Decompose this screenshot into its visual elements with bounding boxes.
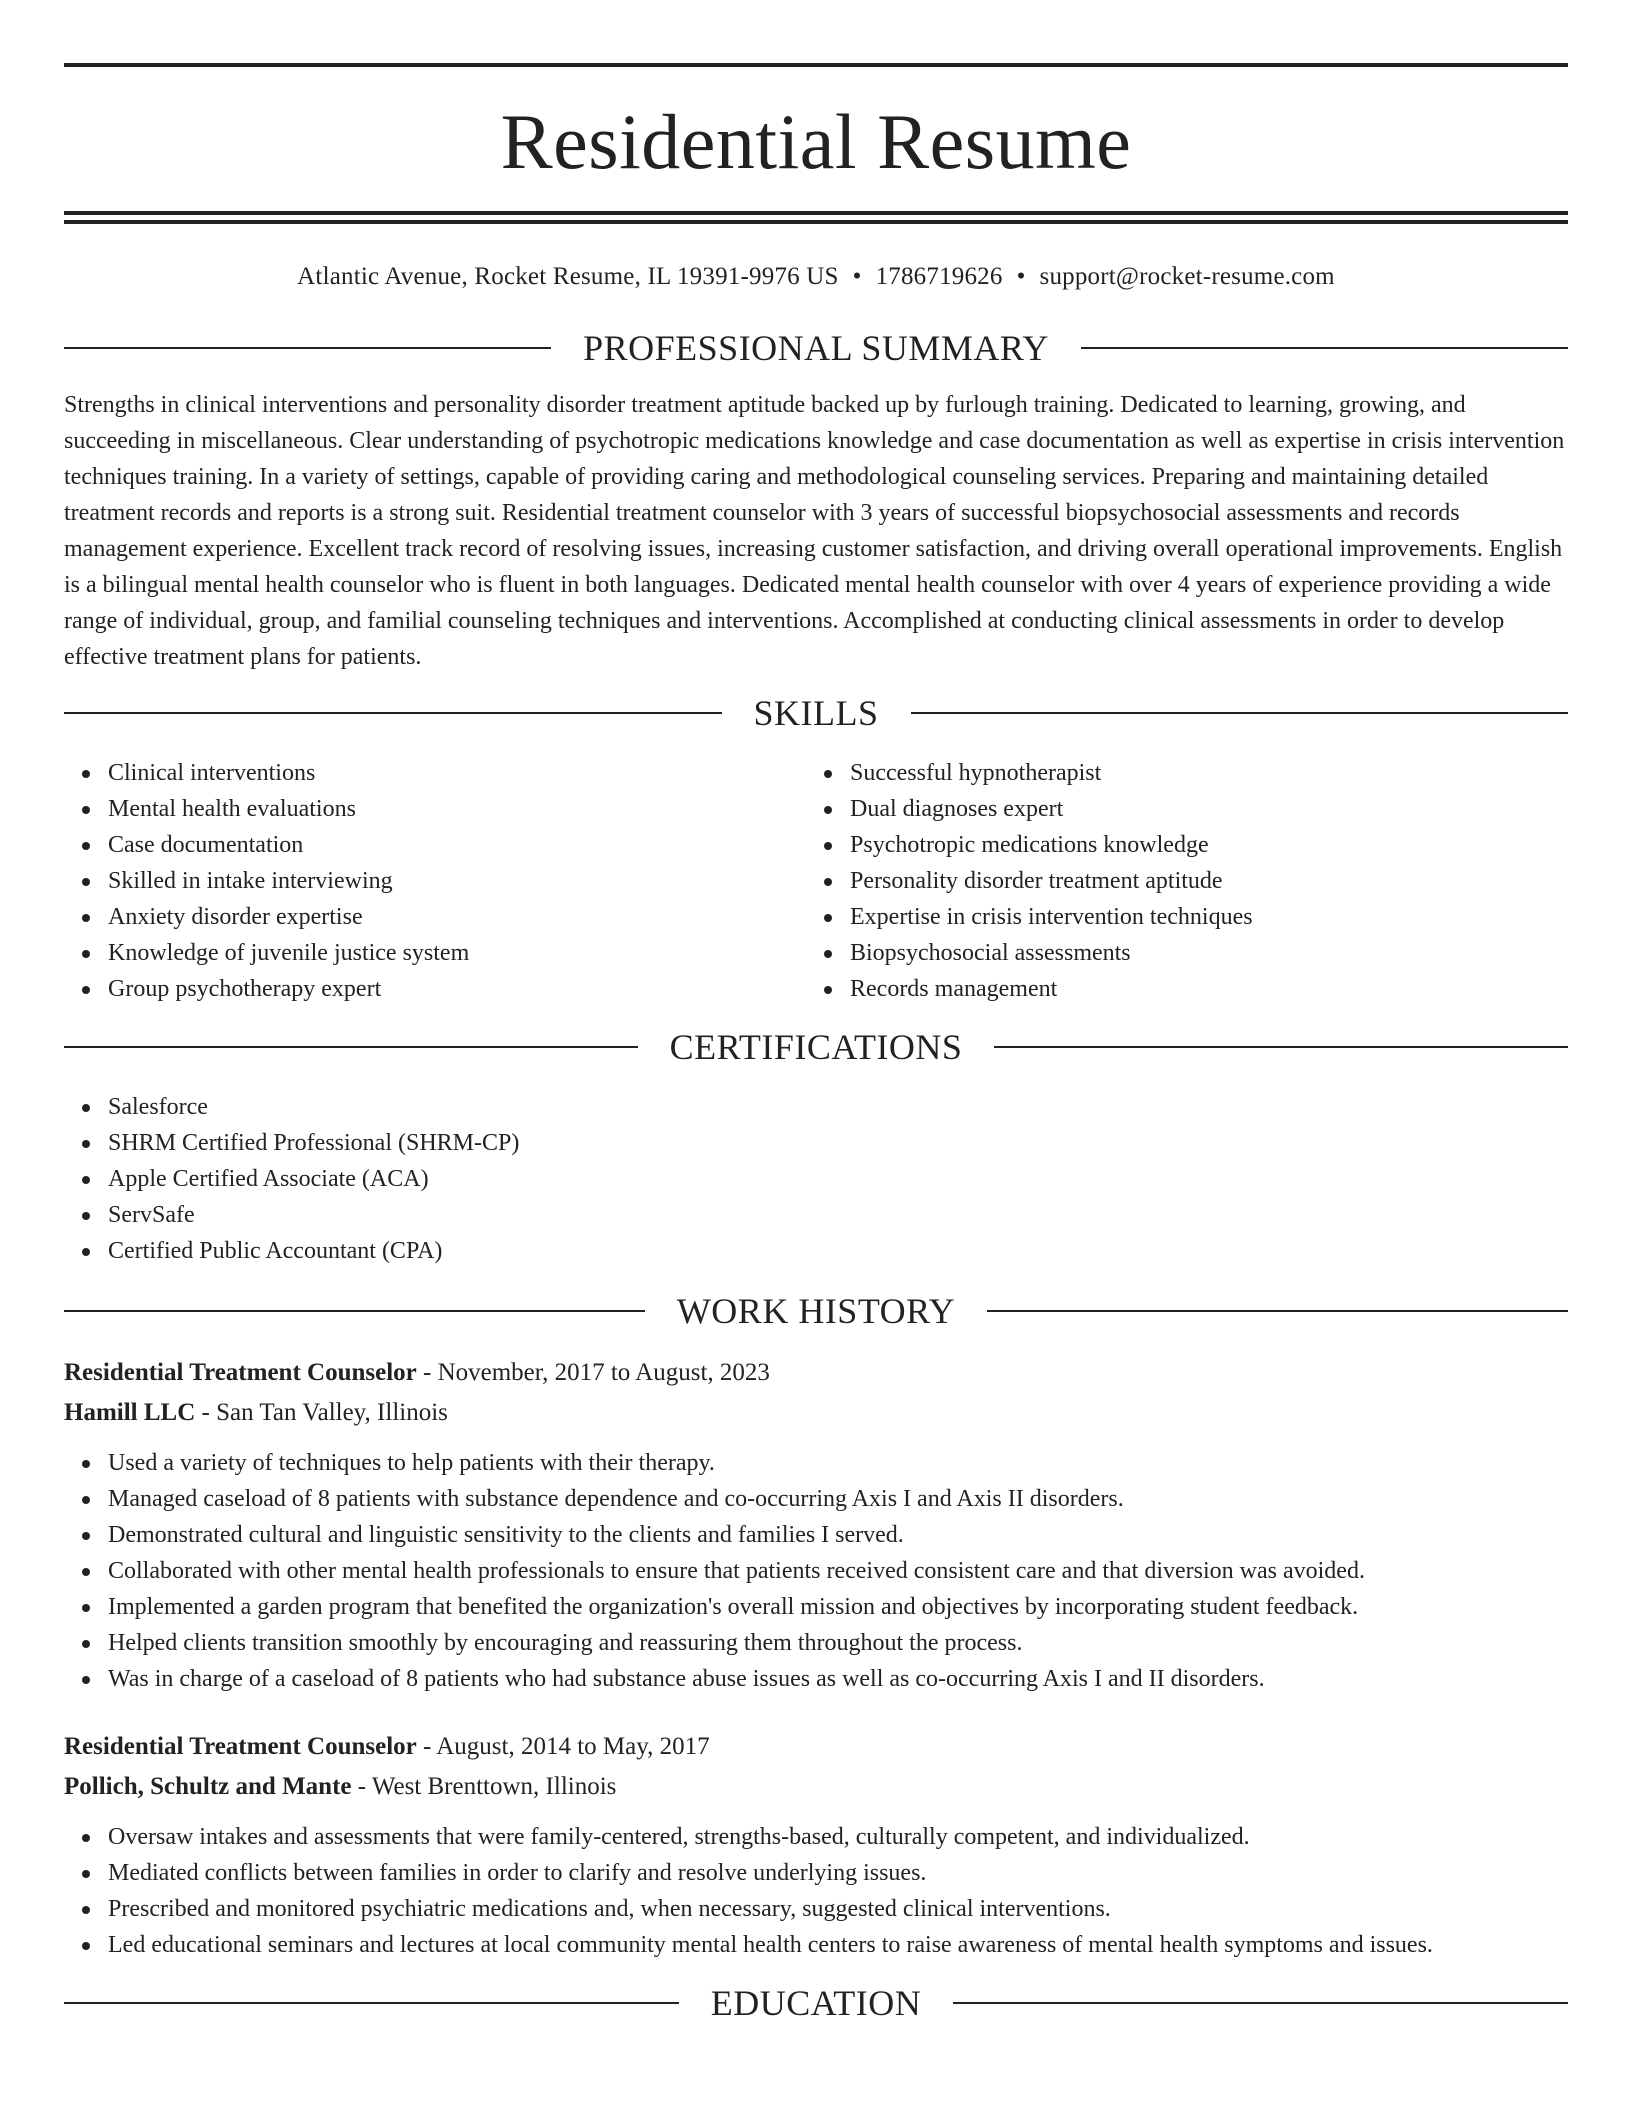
- job-bullet: Collaborated with other mental health professionals to ensure that patients received consistent care and that diversion was avoided.: [108, 1553, 1568, 1589]
- section-rule: [987, 1310, 1568, 1312]
- skill-item: Records management: [850, 971, 1548, 1007]
- job-title: Residential Treatment Counselor: [64, 1733, 417, 1760]
- section-rule: [64, 1046, 638, 1048]
- skills-grid: [64, 755, 1568, 1007]
- job-entry: [64, 1353, 1568, 1697]
- skill-item: Skilled in intake interviewing: [108, 863, 806, 899]
- section-header-summary: [64, 328, 1568, 368]
- skill-item: Dual diagnoses expert: [850, 791, 1548, 827]
- job-bullet: Led educational seminars and lectures at local community mental health centers to raise awareness of mental health symptoms and issues.: [108, 1927, 1568, 1963]
- job-entry: [64, 1727, 1568, 1963]
- job-bullet: Was in charge of a caseload of 8 patients who had substance abuse issues as well as co-occurring Axis I and II disorders.: [108, 1661, 1568, 1697]
- double-rule: [64, 211, 1568, 224]
- contact-email: support@rocket-resume.com: [1039, 263, 1335, 290]
- section-rule: [1081, 347, 1568, 349]
- job-bullet: Demonstrated cultural and linguistic sensitivity to the clients and families I served.: [108, 1517, 1568, 1553]
- job-bullet: Managed caseload of 8 patients with substance dependence and co-occurring Axis I and Axis II disorders.: [108, 1481, 1568, 1517]
- section-header-work-history: [64, 1291, 1568, 1331]
- skill-item: Personality disorder treatment aptitude: [850, 863, 1548, 899]
- certification-item: SHRM Certified Professional (SHRM-CP): [108, 1125, 1568, 1161]
- job-bullet: Mediated conflicts between families in order to clarify and resolve underlying issues.: [108, 1855, 1568, 1891]
- job-bullets: [64, 1445, 1568, 1697]
- skill-item: Knowledge of juvenile justice system: [108, 935, 806, 971]
- job-bullet: Implemented a garden program that benefited the organization's overall mission and objectives by incorporating student feedback.: [108, 1589, 1568, 1625]
- job-title: Residential Treatment Counselor: [64, 1359, 417, 1386]
- section-header-education: [64, 1983, 1568, 2023]
- section-rule: [994, 1046, 1568, 1048]
- job-bullet: Used a variety of techniques to help patients with their therapy.: [108, 1445, 1568, 1481]
- job-location: - West Brenttown, Illinois: [357, 1773, 617, 1800]
- job-dates: - August, 2014 to May, 2017: [423, 1733, 710, 1760]
- contact-separator: •: [852, 263, 862, 290]
- resume-page: [64, 0, 1568, 2023]
- section-rule: [953, 2002, 1568, 2004]
- skill-item: Clinical interventions: [108, 755, 806, 791]
- section-rule: [911, 712, 1569, 714]
- job-bullet: Oversaw intakes and assessments that were family-centered, strengths-based, culturally competent, and individualized.: [108, 1819, 1568, 1855]
- section-title: PROFESSIONAL SUMMARY: [583, 328, 1049, 368]
- top-rule: [64, 63, 1568, 67]
- job-dates: - November, 2017 to August, 2023: [423, 1359, 770, 1386]
- certification-item: Apple Certified Associate (ACA): [108, 1161, 1568, 1197]
- contact-separator: •: [1016, 263, 1026, 290]
- section-rule: [64, 347, 551, 349]
- job-title-line: [64, 1353, 1568, 1393]
- skills-column-right: [806, 755, 1548, 1007]
- certification-item: ServSafe: [108, 1197, 1568, 1233]
- section-header-skills: [64, 693, 1568, 733]
- job-title-line: [64, 1727, 1568, 1767]
- skill-item: Anxiety disorder expertise: [108, 899, 806, 935]
- job-company-line: [64, 1767, 1568, 1807]
- job-bullet: Prescribed and monitored psychiatric medications and, when necessary, suggested clinical interventions.: [108, 1891, 1568, 1927]
- section-rule: [64, 712, 722, 714]
- section-title: CERTIFICATIONS: [669, 1027, 963, 1067]
- job-company-line: [64, 1393, 1568, 1433]
- job-bullet: Helped clients transition smoothly by encouraging and reassuring them throughout the process.: [108, 1625, 1568, 1661]
- job-location: - San Tan Valley, Illinois: [201, 1399, 448, 1426]
- skill-item: Mental health evaluations: [108, 791, 806, 827]
- skill-item: Psychotropic medications knowledge: [850, 827, 1548, 863]
- section-header-certifications: [64, 1027, 1568, 1067]
- job-company: Hamill LLC: [64, 1399, 196, 1426]
- section-title: WORK HISTORY: [676, 1291, 956, 1331]
- contact-phone: 1786719626: [875, 263, 1003, 290]
- skills-column-left: [64, 755, 806, 1007]
- certifications-list: [64, 1089, 1568, 1269]
- job-bullets: [64, 1819, 1568, 1963]
- job-company: Pollich, Schultz and Mante: [64, 1773, 352, 1800]
- section-rule: [64, 2002, 679, 2004]
- skill-item: Case documentation: [108, 827, 806, 863]
- contact-address: Atlantic Avenue, Rocket Resume, IL 19391-9976 US: [297, 263, 839, 290]
- certification-item: Certified Public Accountant (CPA): [108, 1233, 1568, 1269]
- contact-line: [64, 262, 1568, 292]
- section-title: EDUCATION: [710, 1983, 922, 2023]
- section-title: SKILLS: [753, 693, 879, 733]
- skill-item: Successful hypnotherapist: [850, 755, 1548, 791]
- certification-item: Salesforce: [108, 1089, 1568, 1125]
- section-rule: [64, 1310, 645, 1312]
- skill-item: Biopsychosocial assessments: [850, 935, 1548, 971]
- skill-item: Group psychotherapy expert: [108, 971, 806, 1007]
- resume-title: Residential Resume: [500, 98, 1132, 185]
- skill-item: Expertise in crisis intervention techniques: [850, 899, 1548, 935]
- summary-text: Strengths in clinical interventions and personality disorder treatment aptitude backed up by furlough training. Dedicated to learning, growing, and succeeding in miscellaneous. Clear understanding of psychotropic medications knowledge and case documentation as well as expertise in crisis intervention techniques training. In a variety of settings, capable of providing caring and methodological counseling services. Preparing and maintaining detailed treatment records and reports is a strong suit. Residential treatment counselor with 3 years of successful biopsychosocial assessments and records management experience. Excellent track record of resolving issues, increasing customer satisfaction, and driving overall operational improvements. English is a bilingual mental health counselor who is fluent in both languages. Dedicated mental health counselor with over 4 years of experience providing a wide range of individual, group, and familial counseling techniques and interventions. Accomplished at conducting clinical assessments in order to develop effective treatment plans for patients.: [64, 392, 1565, 670]
